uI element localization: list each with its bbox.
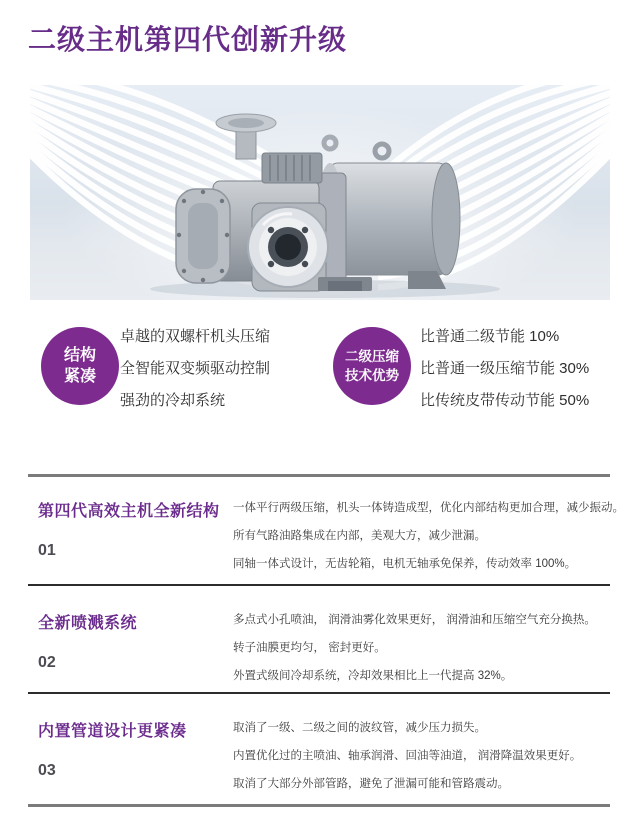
section-line: 取消了大部分外部管路，避免了泄漏可能和管路震动。 xyxy=(233,778,509,790)
section-line: 同轴一体式设计，无齿轮箱，电机无轴承免保养，传动效率 100%。 xyxy=(233,558,577,570)
feature-badge-compact-structure xyxy=(41,327,119,405)
feature-item: 比普通二级节能 10% xyxy=(420,328,560,345)
badge-text-line: 紧凑 xyxy=(63,368,96,385)
badge-text-line: 技术优势 xyxy=(345,368,399,383)
product-image xyxy=(30,85,610,300)
section-number: 02 xyxy=(38,654,56,671)
section-description xyxy=(233,606,596,690)
hero-image xyxy=(30,85,610,300)
section-description xyxy=(233,494,624,578)
section-description xyxy=(233,714,581,798)
section-line: 所有气路油路集成在内部，美观大方，减少泄漏。 xyxy=(233,530,486,542)
feature-badge-two-stage-advantage xyxy=(333,327,411,405)
section-line: 多点式小孔喷油， 润滑油雾化效果更好， 润滑油和压缩空气充分换热。 xyxy=(233,614,596,626)
section-line: 取消了一级、二级之间的波纹管，减少压力损失。 xyxy=(233,722,486,734)
section-title: 内置管道设计更紧凑 xyxy=(38,723,187,740)
badge-text-line: 二级压缩 xyxy=(345,349,399,364)
section-line: 内置优化过的主喷油、轴承润滑、回油等油道， 润滑降温效果更好。 xyxy=(233,750,582,762)
divider-section-2-3 xyxy=(28,692,610,694)
feature-list-structure xyxy=(120,321,270,417)
divider-bottom xyxy=(28,804,610,807)
section-line: 转子油膜更均匀， 密封更好。 xyxy=(233,642,386,654)
section-line: 一体平行两级压缩，机头一体铸造成型，优化内部结构更加合理，减少振动。 xyxy=(233,502,624,514)
feature-item: 强劲的冷却系统 xyxy=(120,392,226,409)
section-number: 03 xyxy=(38,762,56,779)
feature-item: 全智能双变频驱动控制 xyxy=(120,360,271,377)
divider-section-1-2 xyxy=(28,584,610,586)
feature-item: 比普通一级压缩节能 30% xyxy=(420,360,590,377)
feature-list-energy-saving xyxy=(420,321,589,417)
section-number: 01 xyxy=(38,542,56,559)
feature-item: 卓越的双螺杆机头压缩 xyxy=(120,328,271,345)
divider-top xyxy=(28,474,610,477)
badge-text-line: 结构 xyxy=(63,347,96,364)
page-title: 二级主机第四代创新升级 xyxy=(28,24,348,55)
section-line: 外置式级间冷却系统，冷却效果相比上一代提高 32%。 xyxy=(233,670,513,682)
section-title: 全新喷溅系统 xyxy=(38,615,138,632)
section-title: 第四代高效主机全新结构 xyxy=(38,503,220,520)
feature-item: 比传统皮带传动节能 50% xyxy=(420,392,590,409)
